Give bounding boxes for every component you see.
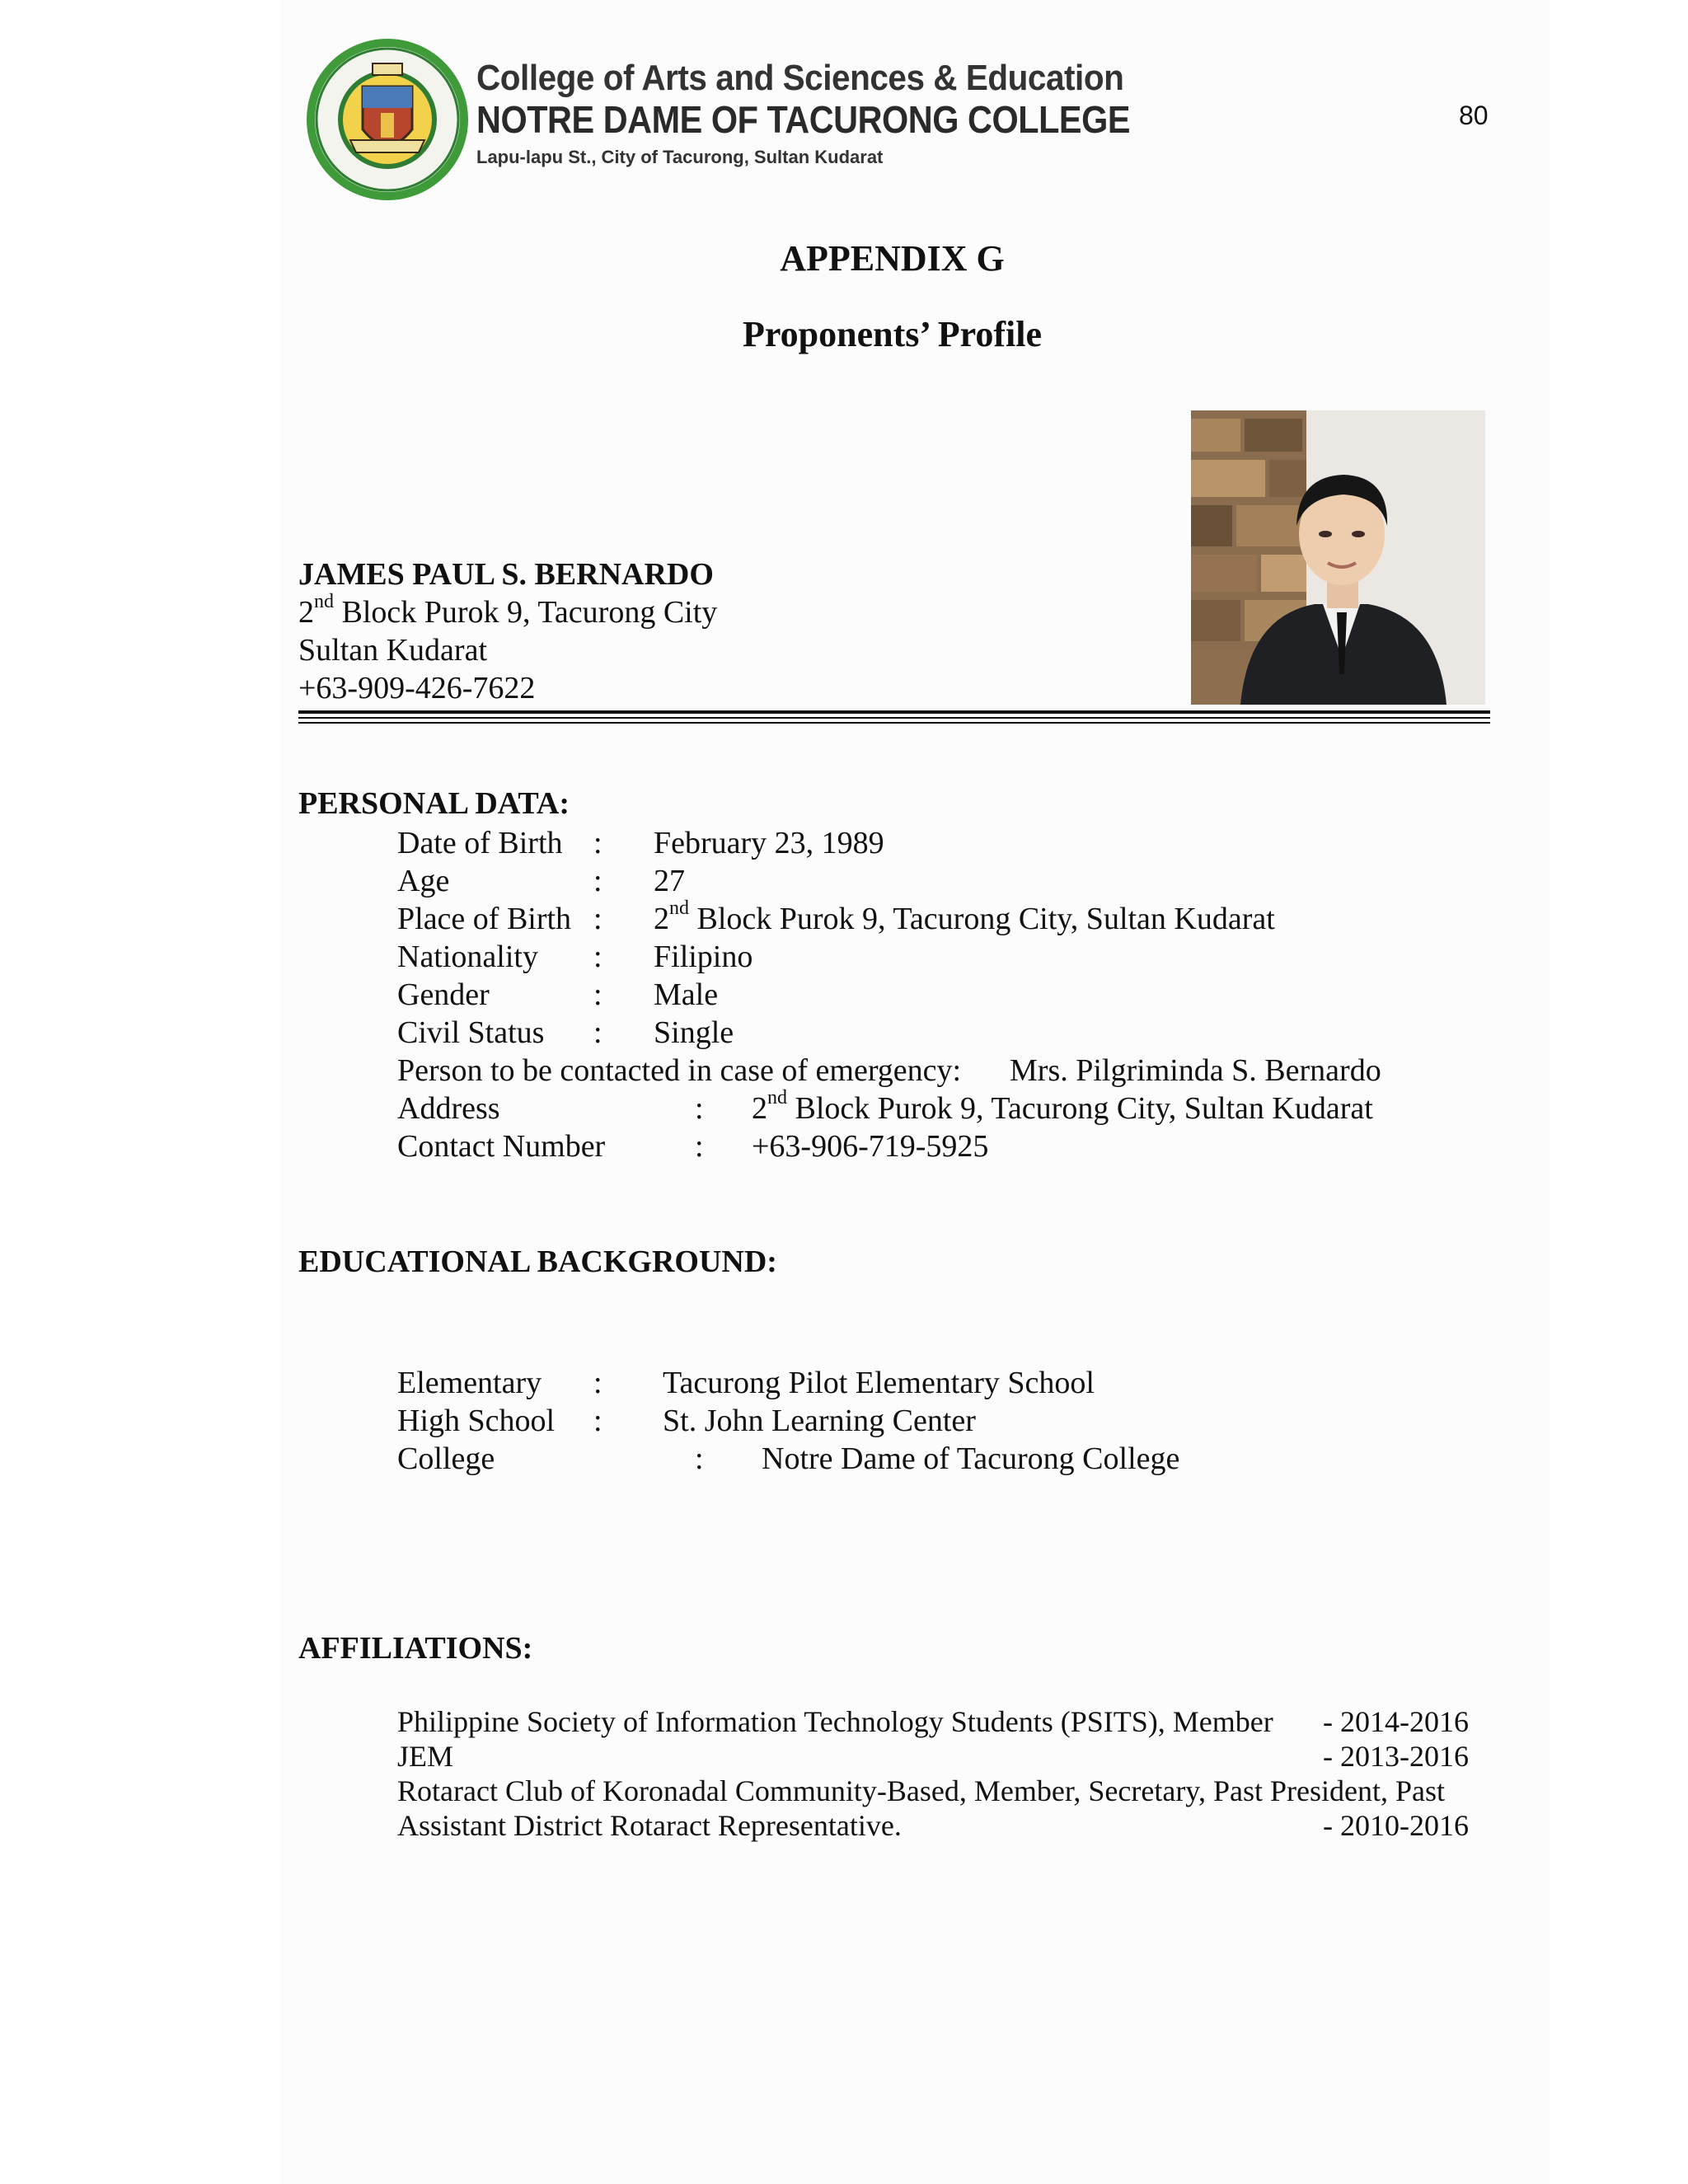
college-seal-logo [305,37,470,202]
list-item [397,1808,1469,1843]
label-elementary: Elementary [397,1366,542,1400]
college-department-line: College of Arts and Sciences & Education [476,58,1124,98]
label-emergency-address: Address [397,1091,500,1126]
value-gender: Male [654,977,719,1012]
colon: : [593,977,603,1012]
affiliations-list [397,1704,1469,1843]
proponent-address: 2nd Block Purok 9, Tacurong City [298,591,718,630]
value-contact-number: +63-906-719-5925 [752,1129,989,1164]
label-gender: Gender [397,977,490,1012]
colon: : [593,1366,603,1400]
value-date-of-birth: February 23, 1989 [654,826,884,860]
colon: : [593,902,603,936]
section-subtitle: Proponents’ Profile [743,314,1042,354]
colon: : [695,1129,704,1164]
affiliation-years: - 2014-2016 [1323,1705,1469,1738]
affiliation-text: Assistant District Rotaract Representative. [397,1809,902,1842]
label-college: College [397,1441,495,1476]
proponent-phone: +63-909-426-7622 [298,671,536,705]
label-civil-status: Civil Status [397,1015,545,1050]
colon: : [695,1091,704,1126]
value-age: 27 [654,864,685,898]
appendix-title: APPENDIX G [780,238,1005,279]
label-emergency-contact: Person to be contacted in case of emergency: [397,1053,962,1088]
personal-data-heading: PERSONAL DATA: [298,786,570,821]
value-high-school: St. John Learning Center [663,1404,976,1438]
colon: : [593,864,603,898]
list-item [397,1739,1469,1774]
value-civil-status: Single [654,1015,734,1050]
label-age: Age [397,864,450,898]
value-emergency-address: 2nd Block Purok 9, Tacurong City, Sultan Kudarat [752,1087,1373,1126]
proponent-photo [1191,410,1485,705]
label-place-of-birth: Place of Birth [397,902,572,936]
affiliation-years: - 2013-2016 [1323,1740,1469,1773]
proponent-name: JAMES PAUL S. BERNARDO [298,557,714,592]
value-elementary: Tacurong Pilot Elementary School [663,1366,1095,1400]
value-place-of-birth: 2nd Block Purok 9, Tacurong City, Sultan Kudarat [654,898,1275,936]
label-date-of-birth: Date of Birth [397,826,563,860]
colon: : [593,1015,603,1050]
education-heading: EDUCATIONAL BACKGROUND: [298,1244,777,1279]
affiliation-years: - 2010-2016 [1323,1809,1469,1842]
divider-rule-mid [298,717,1490,719]
proponent-province: Sultan Kudarat [298,633,488,668]
colon: : [593,826,603,860]
list-item [397,1774,1469,1808]
colon: : [593,1404,603,1438]
affiliation-text: Rotaract Club of Koronadal Community-Based, Member, Secretary, Past President, Past [397,1774,1445,1807]
label-high-school: High School [397,1404,556,1438]
divider-rule-thin [298,722,1490,724]
divider-rule-thick [298,710,1490,714]
value-emergency-contact: Mrs. Pilgriminda S. Bernardo [1010,1053,1381,1088]
value-college: Notre Dame of Tacurong College [762,1441,1180,1476]
school-address: Lapu-lapu St., City of Tacurong, Sultan Kudarat [476,147,884,167]
page-number: 80 [1459,101,1489,130]
school-name: NOTRE DAME OF TACURONG COLLEGE [476,98,1131,141]
colon: : [593,940,603,974]
value-nationality: Filipino [654,940,753,974]
label-contact-number: Contact Number [397,1129,606,1164]
affiliation-text: JEM [397,1740,454,1773]
label-nationality: Nationality [397,940,538,974]
list-item [397,1704,1469,1739]
colon: : [695,1441,704,1476]
affiliations-heading: AFFILIATIONS: [298,1631,533,1666]
affiliation-text: Philippine Society of Information Technology Students (PSITS), Member [397,1705,1273,1738]
